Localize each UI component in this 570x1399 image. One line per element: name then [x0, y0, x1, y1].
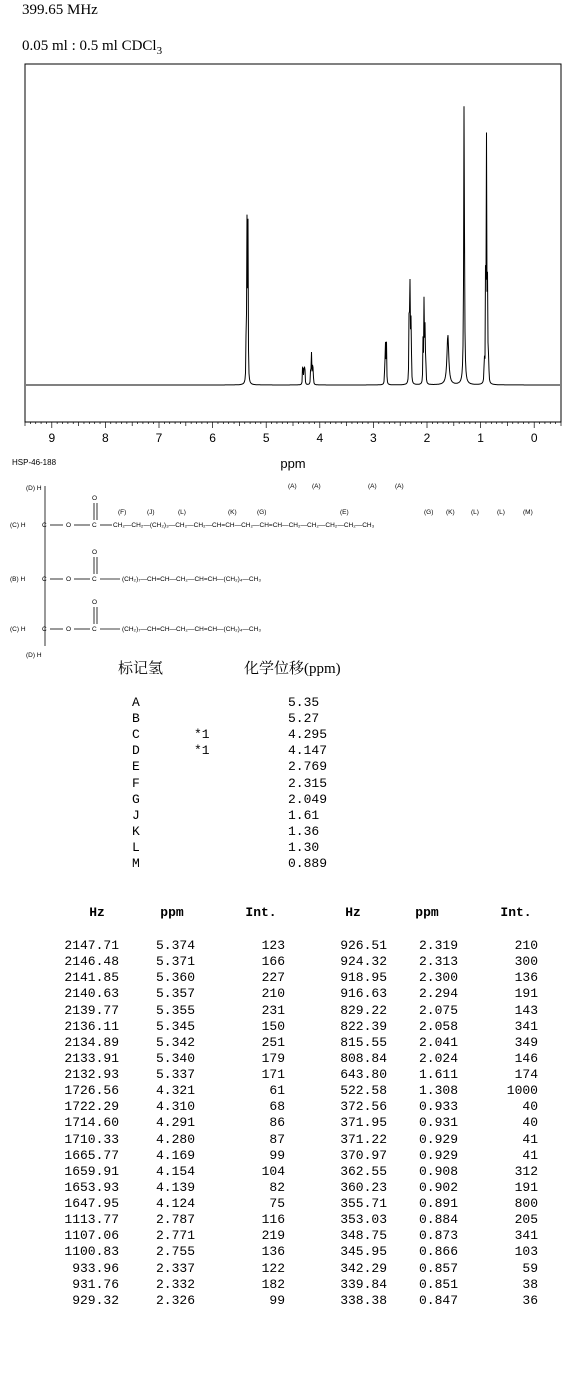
peak-table-row: [0, 1067, 570, 1083]
peak-table-cell: 174: [514, 1067, 538, 1083]
peak-table-cell: 808.84: [340, 1050, 387, 1066]
peak-table-cell: 353.03: [340, 1212, 387, 1228]
molecule-structure: [0, 476, 570, 661]
segment-label: (L): [471, 509, 479, 516]
shift-label: A: [132, 695, 140, 710]
segment-label: (G): [424, 509, 434, 516]
peak-table-cell: 231: [261, 1002, 285, 1018]
peak-table-row: [0, 1132, 570, 1148]
peak-table-cell: 341: [514, 1228, 538, 1244]
peak-table-header: ppm: [415, 905, 439, 920]
peak-table-cell: 122: [261, 1260, 285, 1276]
peak-table-cell: 931.76: [72, 1276, 119, 1292]
peak-table-cell: 191: [514, 986, 538, 1002]
peak-table-cell: 171: [261, 1067, 285, 1083]
peak-table-cell: 4.310: [155, 1099, 195, 1115]
x-axis: [25, 422, 561, 445]
shift-table-row: [0, 743, 570, 759]
segment-label: (M): [523, 509, 533, 516]
peak-table-cell: 0.929: [418, 1131, 458, 1147]
shift-label: B: [132, 711, 140, 727]
peak-table-cell: 210: [514, 938, 538, 953]
peak-table-cell: 2136.11: [64, 1018, 119, 1034]
peak-table-cell: 643.80: [340, 1067, 387, 1083]
peak-table-cell: 2147.71: [64, 938, 119, 953]
segment-label: (G): [257, 509, 267, 516]
peak-table-cell: 38: [522, 1276, 538, 1292]
peak-table-cell: 2146.48: [64, 954, 119, 970]
peak-table-cell: 2.300: [418, 970, 458, 986]
shift-label: M: [132, 856, 140, 871]
x-tick-label: 4: [316, 431, 324, 445]
peak-table-cell: 179: [261, 1050, 285, 1066]
shift-label: F: [132, 775, 140, 791]
peak-table-cell: 2.319: [418, 938, 458, 953]
peak-table-cell: 0.851: [418, 1276, 458, 1292]
peak-table-cell: 1000: [506, 1083, 538, 1099]
peak-table-cell: 5.345: [155, 1018, 195, 1034]
shift-value: 1.30: [288, 839, 320, 855]
peak-table-row: [0, 1003, 570, 1019]
peak-table-cell: 2134.89: [64, 1034, 119, 1050]
peak-table-cell: 68: [269, 1099, 285, 1115]
peak-table-cell: 5.355: [155, 1002, 195, 1018]
peak-table-row: [0, 986, 570, 1002]
row1-c: C: [42, 522, 47, 529]
shift-label: D: [132, 743, 140, 759]
peak-table-cell: 40: [522, 1099, 538, 1115]
peak-table-cell: 136: [261, 1244, 285, 1260]
shift-table-row: [0, 727, 570, 743]
shift-table-header-shift: 化学位移(ppm): [244, 661, 341, 677]
peak-table-header: Hz: [89, 905, 105, 920]
peak-table-cell: 372.56: [340, 1099, 387, 1115]
peak-table-row: [0, 1148, 570, 1164]
peak-table-cell: 1107.06: [64, 1228, 119, 1244]
row3-c: C: [42, 626, 47, 633]
shift-table-row: [0, 759, 570, 775]
row1-left-label: (C) H: [10, 522, 26, 529]
peak-table-cell: 339.84: [340, 1276, 387, 1292]
peak-table-cell: 2.755: [155, 1244, 195, 1260]
peak-table-header: Hz: [345, 905, 361, 920]
peak-table-cell: 82: [269, 1179, 285, 1195]
row3-o: O: [66, 626, 72, 633]
peak-table-cell: 36: [522, 1292, 538, 1308]
peak-table-cell: 116: [261, 1212, 285, 1228]
peak-table-cell: 371.22: [340, 1131, 387, 1147]
peak-table-cell: 348.75: [340, 1228, 387, 1244]
row1-carbonyl-o: O: [92, 495, 98, 502]
peak-table-cell: 5.374: [155, 938, 195, 953]
peak-table-row: [0, 1115, 570, 1131]
peak-table-cell: 0.931: [418, 1115, 458, 1131]
peak-table-cell: 0.866: [418, 1244, 458, 1260]
peak-table-cell: 5.340: [155, 1050, 195, 1066]
shift-table-row: [0, 840, 570, 856]
peak-table-cell: 2.326: [155, 1292, 195, 1308]
peak-table-cell: 0.891: [418, 1196, 458, 1212]
peak-table-row: [0, 1261, 570, 1277]
peak-table-cell: 5.357: [155, 986, 195, 1002]
shift-value: 2.315: [288, 775, 328, 791]
row2-o: O: [66, 576, 72, 583]
peak-table-row: [0, 1244, 570, 1260]
peak-table-cell: 0.857: [418, 1260, 458, 1276]
peak-table-cell: 99: [269, 1292, 285, 1308]
shift-value: 1.36: [288, 823, 320, 839]
row1-segment-labels: [118, 483, 533, 516]
x-tick-label: 1: [477, 431, 484, 445]
peak-table-cell: 1710.33: [64, 1131, 119, 1147]
peak-table-cell: 2133.91: [64, 1050, 119, 1066]
peak-table-row: [0, 1277, 570, 1293]
x-tick-label: 8: [102, 431, 109, 445]
peak-table-cell: 2139.77: [64, 1002, 119, 1018]
peak-table-header: Int.: [245, 905, 277, 920]
row1-chain: CH₂—CH₂—(CH₂)₃—CH₂—CH₂—CH=CH—CH₂—CH=CH—CH₂—CH₂—CH₂—CH₂—CH₃: [113, 522, 375, 529]
peak-table-cell: 1726.56: [64, 1083, 119, 1099]
peak-table-cell: 341: [514, 1018, 538, 1034]
spectrometer-frequency: 399.65 MHz: [22, 2, 98, 18]
row3-chain: (CH₂)₇—CH=CH—CH₂—CH=CH—(CH₂)₄—CH₃: [122, 626, 261, 633]
segment-label: (A): [288, 483, 297, 490]
peak-table-cell: 338.38: [340, 1292, 387, 1308]
peak-table-cell: 1100.83: [64, 1244, 119, 1260]
peak-table-row: [0, 1019, 570, 1035]
shift-label: K: [132, 823, 140, 839]
peak-table-cell: 1.611: [418, 1067, 458, 1083]
row2-carbonyl-c: C: [92, 576, 97, 583]
peak-table-cell: 1714.60: [64, 1115, 119, 1131]
peak-table-cell: 0.884: [418, 1212, 458, 1228]
row3-carbonyl-c: C: [92, 626, 97, 633]
peak-table-row: [0, 1293, 570, 1309]
sample-description-text: 0.05 ml : 0.5 ml CDCl: [22, 38, 157, 54]
row1-carbonyl-c: C: [92, 522, 97, 529]
peak-table-cell: 2.332: [155, 1276, 195, 1292]
x-tick-label: 0: [530, 431, 538, 445]
peak-table-cell: 342.29: [340, 1260, 387, 1276]
peak-table-cell: 4.321: [155, 1083, 195, 1099]
peak-table-cell: 0.929: [418, 1147, 458, 1163]
peak-table-cell: 2.771: [155, 1228, 195, 1244]
peak-table-cell: 916.63: [340, 986, 387, 1002]
peak-table-cell: 1.308: [418, 1083, 458, 1099]
peak-table-cell: 2.024: [418, 1050, 458, 1066]
peak-table-row: [0, 1099, 570, 1115]
peak-table-cell: 4.154: [155, 1163, 195, 1179]
peak-table-row: [0, 1051, 570, 1067]
peak-table-cell: 349: [514, 1034, 538, 1050]
shift-table-row: [0, 711, 570, 727]
segment-label: (A): [368, 483, 377, 490]
peak-table-cell: 929.32: [72, 1292, 119, 1308]
peak-table-cell: 75: [269, 1196, 285, 1212]
peak-table-cell: 1722.29: [64, 1099, 119, 1115]
peak-table-row: [0, 1164, 570, 1180]
segment-label: (K): [228, 509, 237, 516]
peak-table-cell: 182: [261, 1276, 285, 1292]
peak-table-cell: 815.55: [340, 1034, 387, 1050]
peak-table-cell: 522.58: [340, 1083, 387, 1099]
peak-table-cell: 205: [514, 1212, 538, 1228]
peak-table-cell: 136: [514, 970, 538, 986]
peak-table-cell: 87: [269, 1131, 285, 1147]
plot-frame: [25, 64, 561, 422]
peak-table-cell: 191: [514, 1179, 538, 1195]
peak-table-cell: 362.55: [340, 1163, 387, 1179]
peak-table-cell: 210: [261, 986, 285, 1002]
row3-left-label: (C) H: [10, 626, 26, 633]
peak-table-cell: 5.342: [155, 1034, 195, 1050]
peak-table-cell: 2.313: [418, 954, 458, 970]
peak-table-cell: 355.71: [340, 1196, 387, 1212]
peak-table-cell: 41: [522, 1147, 538, 1163]
segment-label: (A): [395, 483, 404, 490]
peak-table-cell: 5.360: [155, 970, 195, 986]
shift-table-row: [0, 808, 570, 824]
shift-table-header-atom: 标记氢: [118, 661, 164, 677]
segment-label: (E): [340, 509, 349, 516]
nmr-spectrum-chart: [0, 0, 570, 476]
shift-value: 5.35: [288, 695, 320, 710]
peak-table-cell: 2.075: [418, 1002, 458, 1018]
peak-table-cell: 1665.77: [64, 1147, 119, 1163]
peak-table-cell: 0.847: [418, 1292, 458, 1308]
peak-table-cell: 40: [522, 1115, 538, 1131]
peak-table-cell: 371.95: [340, 1115, 387, 1131]
row3-carbonyl-o: O: [92, 599, 98, 606]
shift-table-row: [0, 824, 570, 840]
peak-table-cell: 86: [269, 1115, 285, 1131]
shift-value: 5.27: [288, 711, 320, 727]
peak-table-cell: 5.337: [155, 1067, 195, 1083]
peak-table-cell: 2141.85: [64, 970, 119, 986]
peak-table-cell: 829.22: [340, 1002, 387, 1018]
peak-table-cell: 4.169: [155, 1147, 195, 1163]
shift-value: 4.147: [288, 743, 328, 759]
segment-label: (L): [178, 509, 186, 516]
peak-table-cell: 345.95: [340, 1244, 387, 1260]
shift-value: 2.049: [288, 791, 328, 807]
peak-table-cell: 104: [261, 1163, 285, 1179]
peak-table-cell: 4.280: [155, 1131, 195, 1147]
peak-table-cell: 918.95: [340, 970, 387, 986]
shift-value: 4.295: [288, 727, 328, 743]
segment-label: (F): [118, 509, 127, 516]
peak-table-cell: 0.902: [418, 1179, 458, 1195]
peak-table-cell: 219: [261, 1228, 285, 1244]
peak-table-cell: 370.97: [340, 1147, 387, 1163]
peak-table-row: [0, 1083, 570, 1099]
x-tick-label: 9: [48, 431, 56, 445]
peak-table-cell: 926.51: [340, 938, 387, 953]
segment-label: (L): [497, 509, 505, 516]
shift-table-row: [0, 695, 570, 711]
peak-table-cell: 2.294: [418, 986, 458, 1002]
peak-table-cell: 800: [514, 1196, 538, 1212]
peak-table-cell: 1647.95: [64, 1196, 119, 1212]
peak-table-cell: 1653.93: [64, 1179, 119, 1195]
peak-table-row: [0, 1196, 570, 1212]
peak-table-cell: 150: [261, 1018, 285, 1034]
peak-table-cell: 360.23: [340, 1179, 387, 1195]
segment-label: (A): [312, 483, 321, 490]
peak-table-cell: 61: [269, 1083, 285, 1099]
peak-table-row: [0, 938, 570, 954]
shift-note: *1: [194, 743, 210, 759]
peak-table-cell: 822.39: [340, 1018, 387, 1034]
sample-subscript: 3: [156, 45, 163, 57]
peak-table-row: [0, 1212, 570, 1228]
peak-table-cell: 2140.63: [64, 986, 119, 1002]
peak-table-row: [0, 970, 570, 986]
peak-table-row: [0, 954, 570, 970]
x-tick-label: 3: [370, 431, 377, 445]
row2-chain: (CH₂)₇—CH=CH—CH₂—CH=CH—(CH₂)₄—CH₃: [122, 576, 261, 583]
x-tick-label: 2: [423, 431, 431, 445]
x-axis-label: ppm: [280, 456, 306, 471]
peak-table-cell: 933.96: [72, 1260, 119, 1276]
peak-table-header: ppm: [160, 905, 184, 920]
peak-table-cell: 2132.93: [64, 1067, 119, 1083]
x-tick-label: 7: [155, 431, 163, 445]
segment-label: (J): [147, 509, 155, 516]
shift-label: C: [132, 727, 140, 743]
x-tick-label: 6: [209, 431, 216, 445]
peak-table-cell: 312: [514, 1163, 538, 1179]
peak-table-header: Int.: [500, 905, 532, 920]
shift-value: 1.61: [288, 807, 320, 823]
peak-table-cell: 924.32: [340, 954, 387, 970]
peak-table-cell: 5.371: [155, 954, 195, 970]
peak-table-cell: 0.908: [418, 1163, 458, 1179]
peak-table-row: [0, 1035, 570, 1051]
bottom-d-label: (D) H: [26, 652, 42, 659]
shift-table-row: [0, 792, 570, 808]
peak-table-cell: 227: [261, 970, 285, 986]
peak-table-cell: 166: [261, 954, 285, 970]
x-tick-label: 5: [262, 431, 270, 445]
peak-table-cell: 1113.77: [64, 1212, 119, 1228]
peak-table-cell: 2.337: [155, 1260, 195, 1276]
peak-table-row: [0, 1228, 570, 1244]
peak-table-cell: 0.933: [418, 1099, 458, 1115]
peak-table-cell: 103: [514, 1244, 538, 1260]
peak-table-cell: 4.124: [155, 1196, 195, 1212]
peak-table-cell: 2.041: [418, 1034, 458, 1050]
peak-table-cell: 2.058: [418, 1018, 458, 1034]
peak-table-cell: 143: [514, 1002, 538, 1018]
row1-o: O: [66, 522, 72, 529]
shift-table-row: [0, 776, 570, 792]
segment-label: (K): [446, 509, 455, 516]
shift-label: J: [132, 807, 140, 823]
peak-table-cell: 99: [269, 1147, 285, 1163]
shift-table-row: [0, 856, 570, 872]
shift-label: E: [132, 759, 140, 775]
peak-table-cell: 4.139: [155, 1179, 195, 1195]
peak-table-cell: 2.787: [155, 1212, 195, 1228]
peak-table-cell: 0.873: [418, 1228, 458, 1244]
row2-c: C: [42, 576, 47, 583]
peak-table-row: [0, 1180, 570, 1196]
peak-table-cell: 300: [514, 954, 538, 970]
shift-value: 0.889: [288, 856, 328, 871]
shift-value: 2.769: [288, 759, 328, 775]
peak-table-cell: 4.291: [155, 1115, 195, 1131]
peak-table-cell: 1659.91: [64, 1163, 119, 1179]
row2-left-label: (B) H: [10, 576, 26, 583]
spectrum-code: HSP-46-188: [12, 458, 57, 467]
shift-label: L: [132, 839, 140, 855]
peak-table-cell: 146: [514, 1050, 538, 1066]
peak-table-cell: 123: [261, 938, 285, 953]
peak-table-cell: 41: [522, 1131, 538, 1147]
top-d-label: (D) H: [26, 485, 42, 492]
shift-note: *1: [194, 727, 210, 743]
peak-table-cell: 59: [522, 1260, 538, 1276]
row2-carbonyl-o: O: [92, 549, 98, 556]
shift-label: G: [132, 791, 140, 807]
peak-table-cell: 251: [261, 1034, 285, 1050]
